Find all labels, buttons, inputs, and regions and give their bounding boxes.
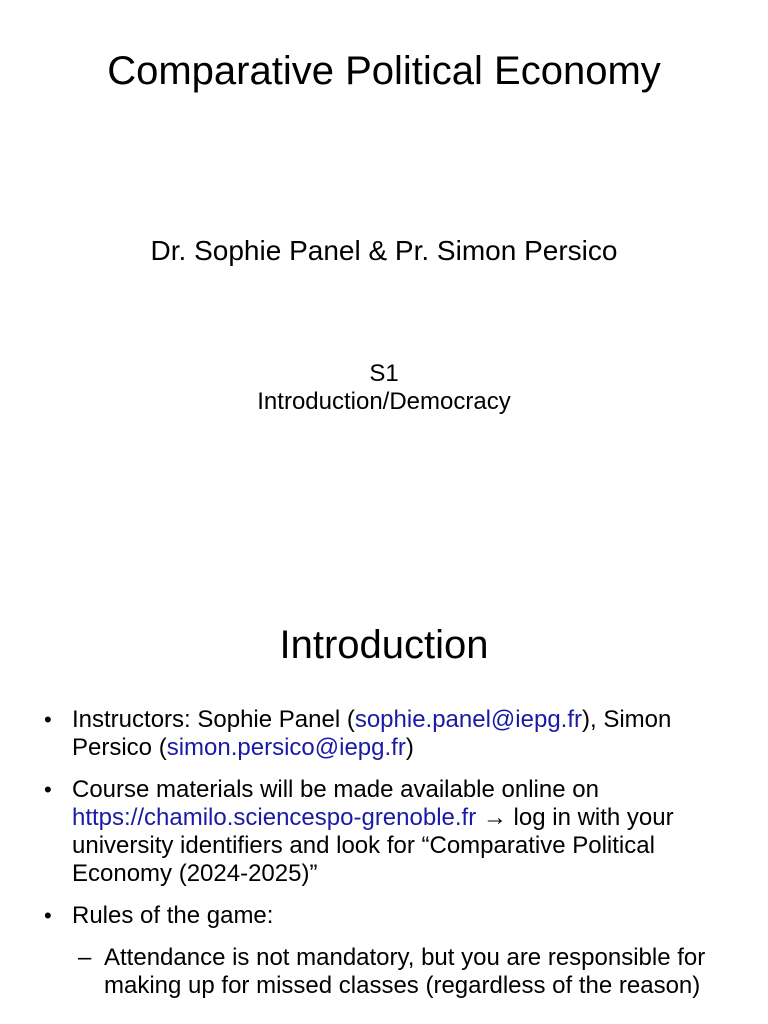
list-item-instructors — [0, 706, 768, 762]
rules-text: Rules of the game: — [72, 902, 274, 929]
instructors-middle: ), Simon Persico ( — [72, 706, 672, 761]
session-info — [0, 360, 768, 416]
bullet-marker: • — [44, 903, 52, 928]
slide-heading: Introduction — [279, 623, 489, 667]
session-topic: Introduction/Democracy — [257, 388, 511, 415]
bullet-marker: • — [44, 707, 52, 732]
bullet-list — [0, 706, 768, 1000]
instructors-suffix: ) — [405, 734, 414, 761]
email-link-simon[interactable]: simon.persico@iepg.fr — [166, 734, 406, 761]
session-code: S1 — [369, 360, 399, 387]
materials-prefix: Course materials will be made available online on — [72, 776, 599, 803]
course-authors: Dr. Sophie Panel & Pr. Simon Persico — [150, 235, 618, 266]
chamilo-link[interactable]: https://chamilo.sciencespo-grenoble.fr — [72, 804, 477, 831]
course-title: Comparative Political Economy — [107, 49, 661, 93]
bullet-marker: • — [44, 777, 52, 802]
slide-introduction — [0, 576, 768, 1024]
materials-suffix: → log in with your university identifiers and look for “Comparative Political Economy (2024-2025)” — [72, 804, 674, 887]
list-item-attendance — [0, 944, 768, 1000]
list-item-rules — [0, 902, 768, 930]
email-link-sophie[interactable]: sophie.panel@iepg.fr — [354, 706, 582, 733]
list-item-course-materials — [0, 776, 768, 888]
attendance-text: Attendance is not mandatory, but you are responsible for making up for missed classes (regardless of the reason) — [104, 944, 706, 999]
sub-bullet-marker: – — [78, 944, 92, 971]
instructors-prefix: Instructors: Sophie Panel ( — [72, 706, 355, 733]
